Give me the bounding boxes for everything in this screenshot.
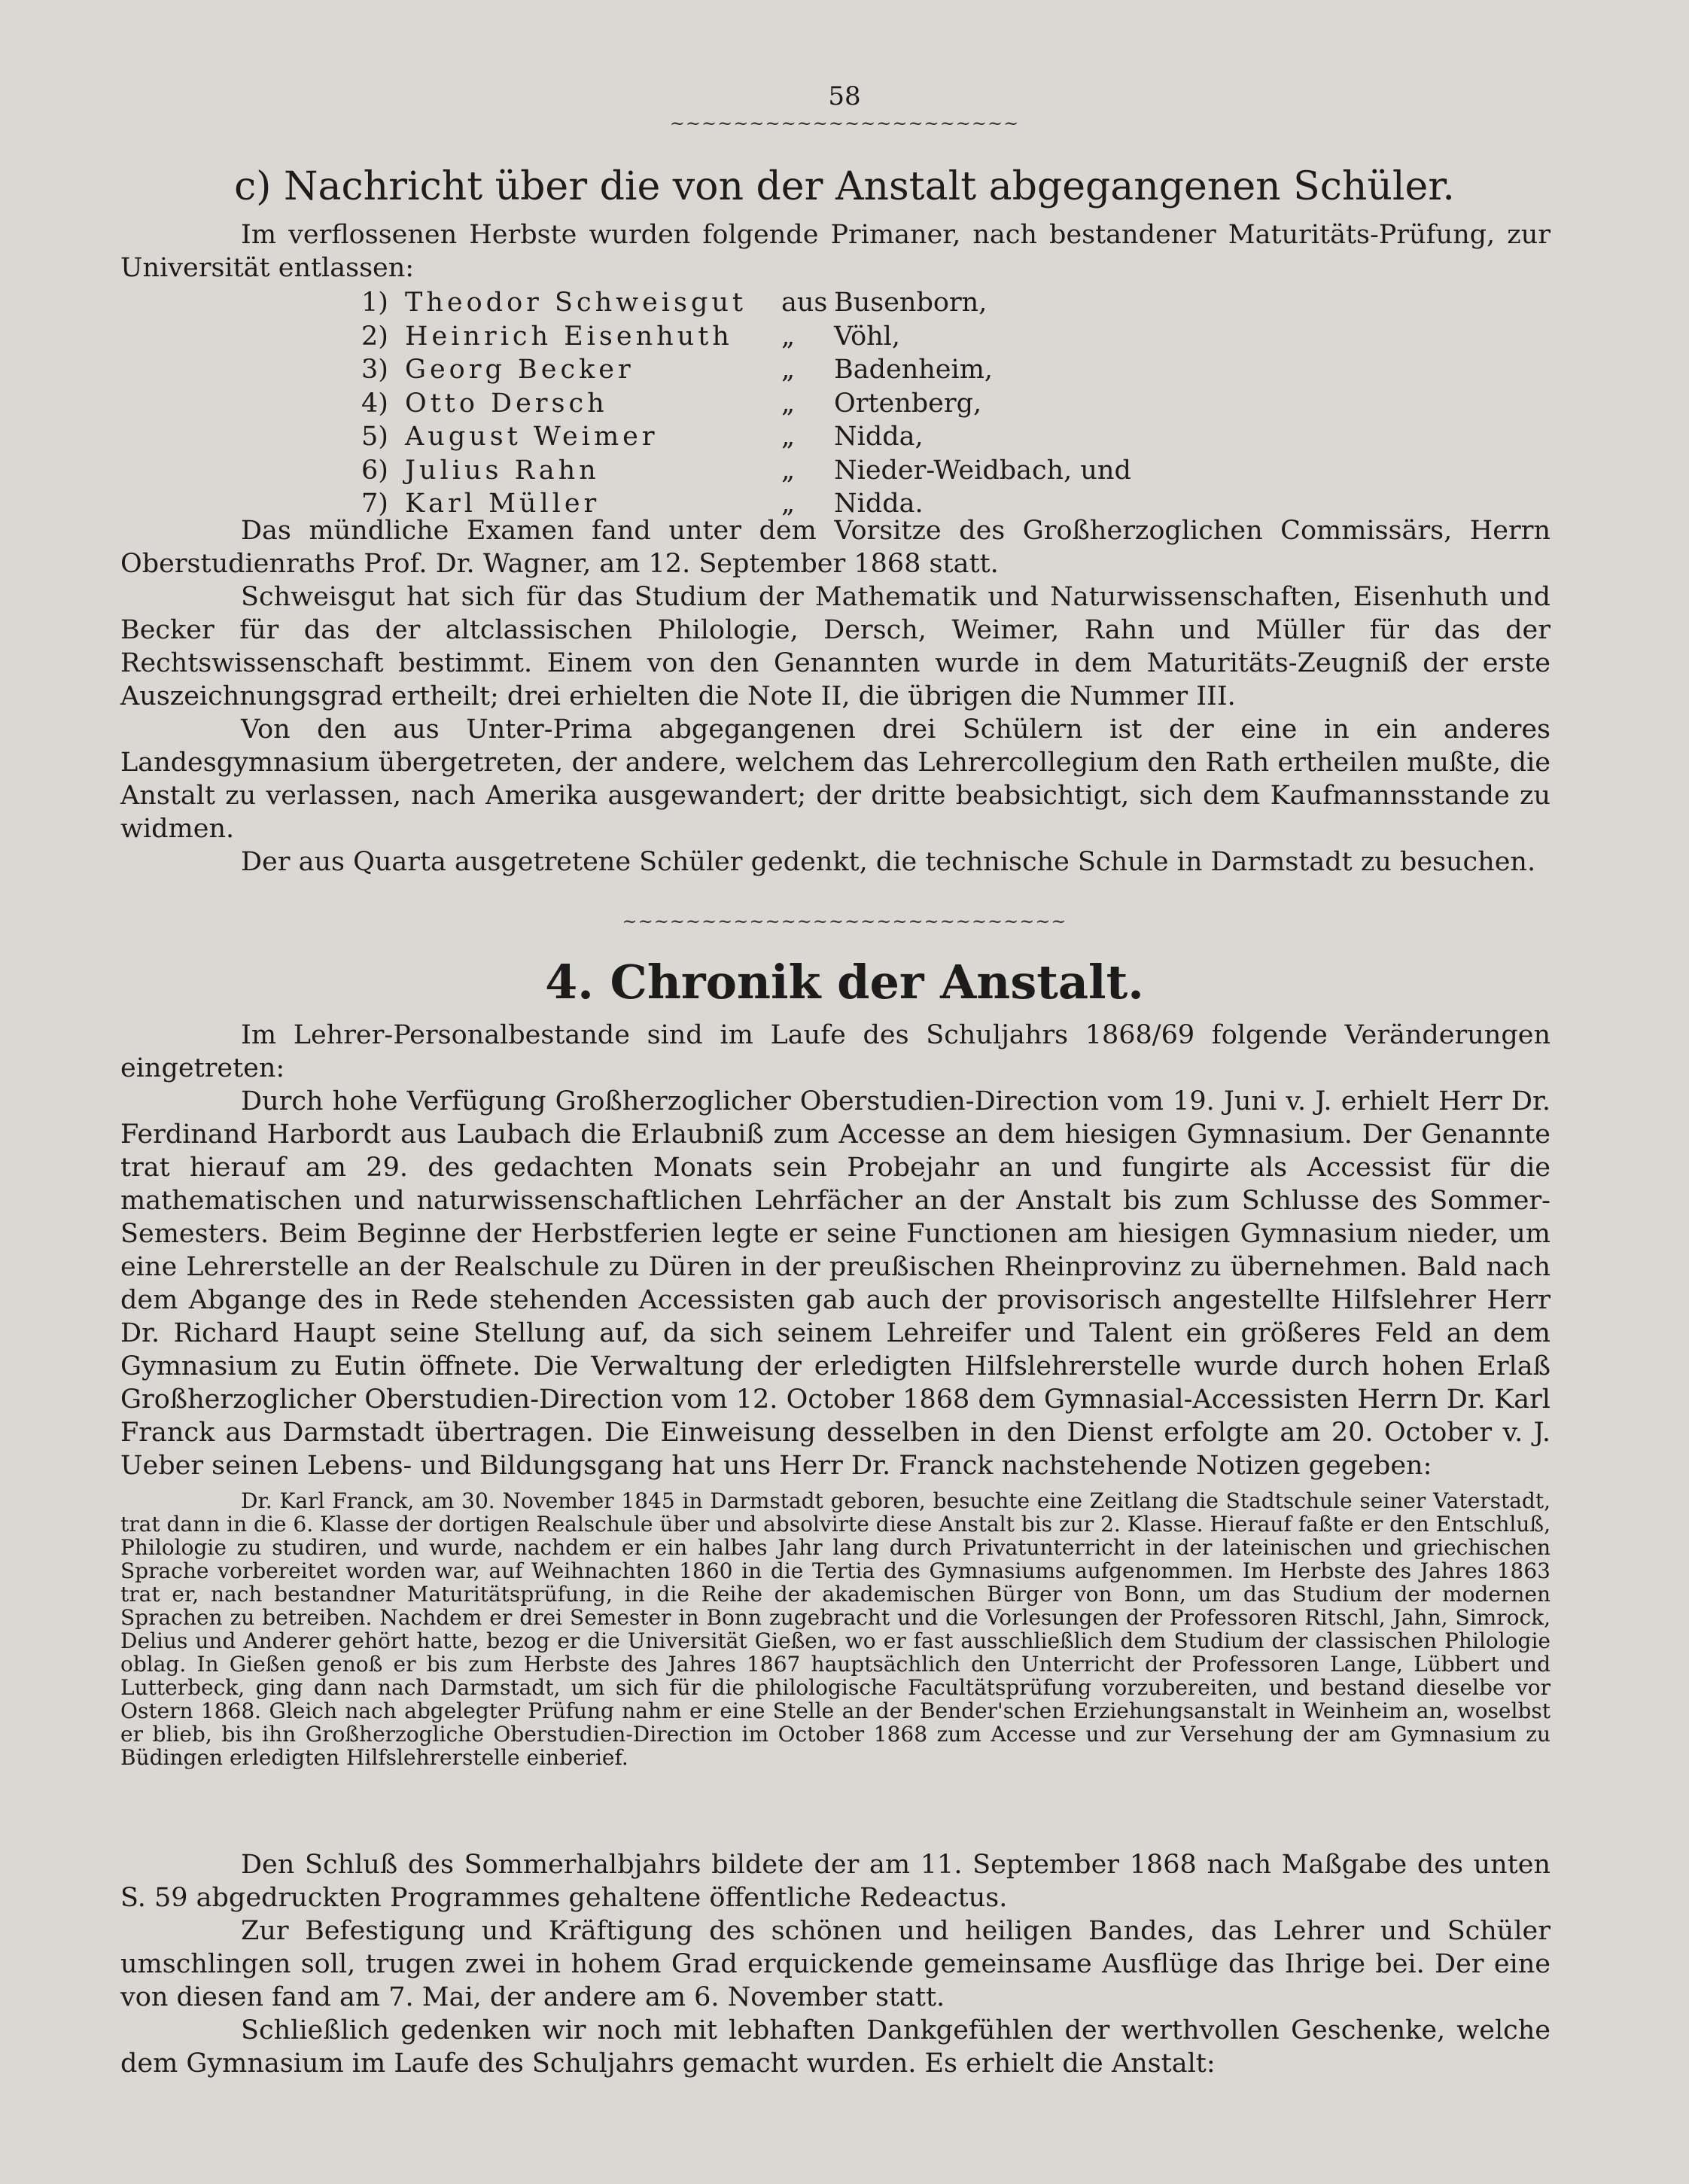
top-ornamental-rule: ~~~~~~~~~~~~~~~~~~~~~~ [669,113,1020,134]
section-c-title: c) Nachricht über die von der Anstalt abgegangenen Schüler. [234,164,1455,209]
home-town: Nidda. [834,489,924,519]
section-divider-rule: ~~~~~~~~~~~~~~~~~~~~~~~~~~~~ [622,911,1067,932]
ditto-mark: „ [781,388,796,419]
chronik-title: 4. Chronik der Anstalt. [545,955,1144,1010]
studies-paragraph: Schweisgut hat sich für das Studium der Mathematik und Naturwissenschaften, Eisenhuth und Becker für das der altclassischen Philologie, Dersch, Weimer, Rahn und Müller für das der Rechtswissenschaft bestimmt. Einem von den Genannten wurde in dem Maturitäts-Zeugniß der erste Auszeichnungsgrad ertheilt; drei erhielten die Note II, die übrigen die Nummer III. [120,582,1551,711]
biography-text: Dr. Karl Franck, am 30. November 1845 in Darmstadt geboren, besuchte eine Zeitlang die Stadtschule seiner Vaterstadt, trat dann in die 6. Klasse der dortigen Realschule über und absolvirte diese Anstalt bis zur 2. Klasse. Hierauf faßte er den Entschluß, Philologie zu studiren, und wurde, nachdem er ein halbes Jahr lang durch Privatunterricht in der lateinischen und griechischen Sprache vorbereitet worden war, auf Weihnachten 1860 in die Tertia des Gymnasiums aufgenommen. Im Herbste des Jahres 1863 trat er, nach bestandner Maturitätsprüfung, in die Reihe der akademischen Bürger von Bonn, um das Studium der modernen Sprachen zu betreiben. Nachdem er drei Semester in Bonn zugebracht und die Vorlesungen der Professoren Ritschl, Jahn, Simrock, Delius und Anderer gehört hatte, bezog er die Universität Gießen, wo er fast ausschließlich dem Studium der classischen Philologie oblag. In Gießen genoß er bis zum Herbste des Jahres 1867 hauptsächlich den Unterricht der Professoren Lange, Lübbert und Lutterbeck, ging dann nach Darmstadt, um sich für die philologische Facultätsprüfung vorzubereiten, und bestand dieselbe vor Ostern 1868. Gleich nach abgelegter Prüfung nahm er eine Stelle an der Bender'schen Erziehungsanstalt in Weinheim an, woselbst er blieb, bis ihn Großherzogliche Oberstudien-Direction im October 1868 zum Accesse und zur Versehung der am Gymnasium zu Büdingen erledigten Hilfslehrerstelle einberief. [120,1488,1551,1770]
home-town: Badenheim, [834,355,994,385]
page-number: 58 [828,81,861,111]
ditto-mark: „ [781,355,796,385]
list-number: 6) [361,455,388,486]
chronik-paragraph-3: Den Schluß des Sommerhalbjahrs bildete der am 11. September 1868 nach Maßgabe des unten S. 59 abgedruckten Programmes gehaltene öffentliche Redeactus. [120,1850,1551,1913]
student-name: Theodor Schweisgut [405,288,747,318]
student-name: Julius Rahn [405,455,600,486]
exam-paragraph: Das mündliche Examen fand unter dem Vorsitze des Großherzoglichen Commissärs, Herrn Oberstudienraths Prof. Dr. Wagner, am 12. September 1868 statt. [120,516,1551,579]
intro-paragraph: Im verflossenen Herbste wurden folgende Primaner, nach bestandener Maturitäts-Prüfung, zur Universität entlassen: [120,220,1551,283]
home-town: Nidda, [834,422,924,452]
section-c-intro [120,218,1551,285]
list-item [361,454,1210,488]
home-town: Nieder-Weidbach, und [834,455,1131,486]
chronik-closing [120,1848,1551,2080]
ditto-mark: „ [781,489,796,519]
student-name: Otto Dersch [405,388,608,419]
ditto-mark: „ [781,422,796,452]
franck-biography-note [120,1489,1551,1769]
list-number: 7) [361,489,388,519]
home-town: Ortenberg, [834,388,982,419]
list-item [361,286,1210,320]
ditto-mark: aus [781,288,828,318]
list-number: 2) [361,321,388,352]
chronik-paragraph-1: Im Lehrer-Personalbestande sind im Laufe des Schuljahrs 1868/69 folgende Veränderungen eingetreten: [120,1020,1551,1083]
chronik-body [120,1019,1551,1482]
student-name: Karl Müller [405,489,601,519]
chronik-paragraph-5: Schließlich gedenken wir noch mit lebhaften Dankgefühlen der werthvollen Geschenke, welche dem Gymnasium im Laufe des Schuljahrs gemacht wurden. Es erhielt die Anstalt: [120,2015,1551,2079]
list-item [361,420,1210,454]
student-name: Heinrich Eisenhuth [405,321,733,352]
list-number: 4) [361,388,388,419]
quarta-paragraph: Der aus Quarta ausgetretene Schüler gedenkt, die technische Schule in Darmstadt zu besuchen. [241,847,1536,877]
section-c-body [120,514,1551,879]
chronik-paragraph-4: Zur Befestigung und Kräftigung des schönen und heiligen Bandes, das Lehrer und Schüler umschlingen soll, trugen zwei in hohem Grad erquickende gemeinsame Ausflüge das Ihrige bei. Der eine von diesen fand am 7. Mai, der andere am 6. November statt. [120,1916,1551,2012]
graduates-list [361,286,1210,521]
student-name: Georg Becker [405,355,635,385]
home-town: Busenborn, [834,288,988,318]
home-town: Vöhl, [834,321,900,352]
list-item [361,353,1210,387]
list-number: 3) [361,355,388,385]
list-number: 1) [361,288,388,318]
list-item [361,320,1210,354]
ditto-mark: „ [781,321,796,352]
unterprima-paragraph: Von den aus Unter-Prima abgegangenen drei Schülern ist der eine in ein anderes Landesgymnasium übergetreten, der andere, welchem das Lehrercollegium den Rath ertheilen mußte, die Anstalt zu verlassen, nach Amerika ausgewandert; der dritte beabsichtigt, sich dem Kaufmannsstande zu widmen. [120,714,1551,844]
list-number: 5) [361,422,388,452]
chronik-paragraph-2: Durch hohe Verfügung Großherzoglicher Oberstudien-Direction vom 19. Juni v. J. erhielt Herr Dr. Ferdinand Harbordt aus Laubach die Erlaubniß zum Accesse an dem hiesigen Gymnasium. Der Genannte trat hierauf am 29. des gedachten Monats sein Probejahr an und fungirte als Accessist für die mathematischen und naturwissenschaftlichen Lehrfächer an der Anstalt bis zum Schlusse des Sommer-Semesters. Beim Beginne der Herbstferien legte er seine Functionen am hiesigen Gymnasium nieder, um eine Lehrerstelle an der Realschule zu Düren in der preußischen Rheinprovinz zu übernehmen. Bald nach dem Abgange des in Rede stehenden Accessisten gab auch der provisorisch angestellte Hilfslehrer Herr Dr. Richard Haupt seine Stellung auf, da sich seinem Lehreifer und Talent ein größeres Feld an dem Gymnasium zu Eutin öffnete. Die Verwaltung der erledigten Hilfslehrerstelle wurde durch hohen Erlaß Großherzoglicher Oberstudien-Direction vom 12. October 1868 dem Gymnasial-Accessisten Herrn Dr. Karl Franck aus Darmstadt übertragen. Die Einweisung desselben in den Dienst erfolgte am 20. October v. J. Ueber seinen Lebens- und Bildungsgang hat uns Herr Dr. Franck nachstehende Notizen gegeben: [120,1086,1551,1481]
list-item [361,387,1210,421]
ditto-mark: „ [781,455,796,486]
student-name: August Weimer [405,422,659,452]
